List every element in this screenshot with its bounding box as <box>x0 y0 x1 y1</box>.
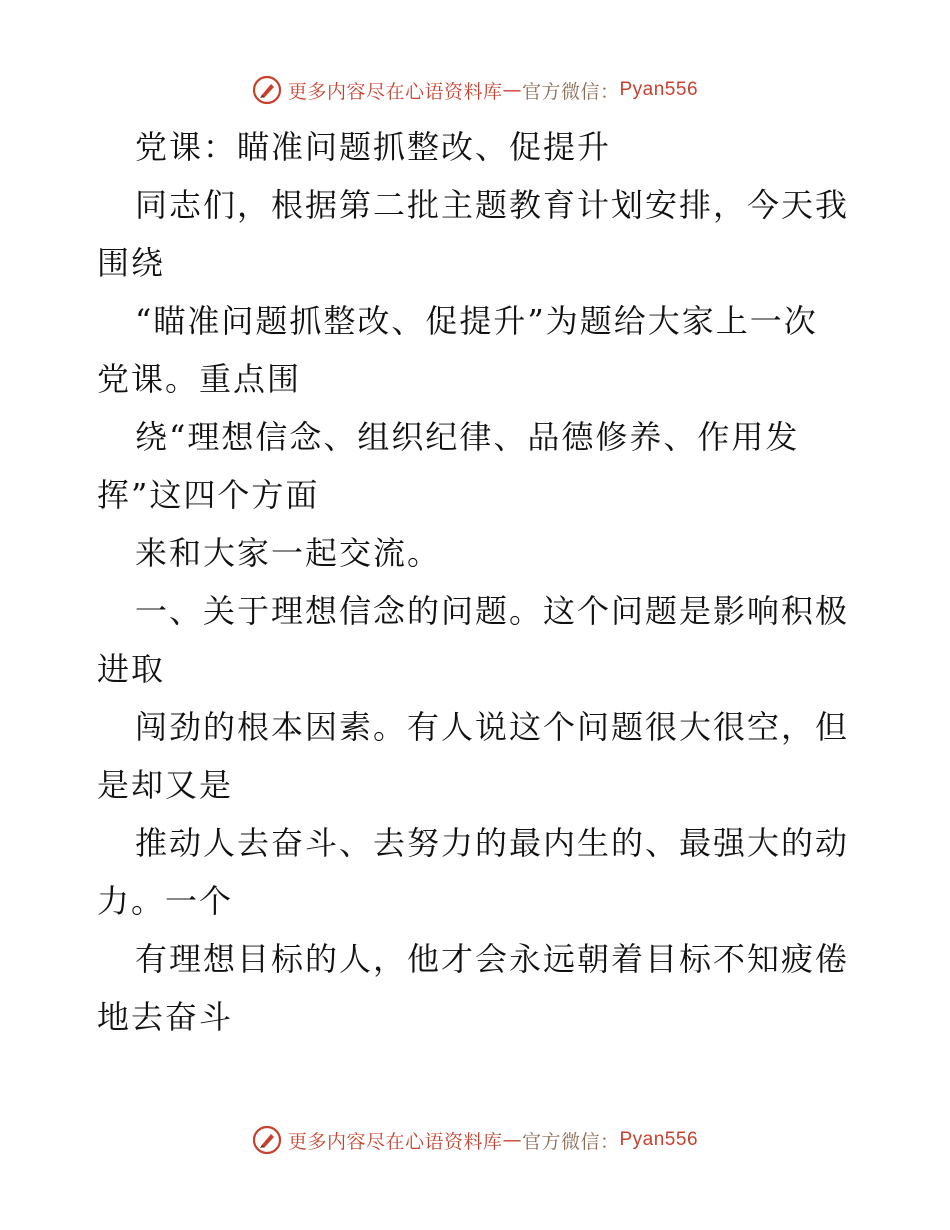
footer-watermark <box>0 1120 950 1160</box>
document-line: “瞄准问题抓整改、促提升”为题给大家上一次 <box>135 302 818 340</box>
watermark-label: 官方微信： <box>521 1130 620 1153</box>
pen-logo-icon <box>252 75 282 105</box>
document-line-title: 党课：瞄准问题抓整改、促提升 <box>135 128 612 166</box>
document-line: 绕“理想信念、组织纪律、品德修养、作用发 <box>135 418 800 456</box>
watermark-separator: — <box>502 1129 522 1151</box>
pen-logo-icon <box>252 1125 282 1155</box>
document-line: 围绕 <box>97 244 166 282</box>
document-line: 一、关于理想信念的问题。这个问题是影响积极 <box>135 592 850 630</box>
watermark-brand: 更多内容尽在心语资料库 <box>287 80 503 103</box>
document-line: 进取 <box>97 650 166 688</box>
watermark-id: Pyan556 <box>619 1129 699 1150</box>
document-line: 闯劲的根本因素。有人说这个问题很大很空，但 <box>135 708 850 746</box>
document-line: 力。一个 <box>97 882 234 920</box>
watermark-separator: — <box>502 79 522 101</box>
document-line: 来和大家一起交流。 <box>135 534 442 572</box>
document-line: 推动人去奋斗、去努力的最内生的、最强大的动 <box>135 824 850 862</box>
document-line: 党课。重点围 <box>97 360 302 398</box>
document-line: 同志们，根据第二批主题教育计划安排，今天我 <box>135 186 850 224</box>
document-line: 是却又是 <box>97 766 234 804</box>
watermark-id: Pyan556 <box>619 79 699 100</box>
document-line: 挥”这四个方面 <box>97 476 320 514</box>
document-line: 地去奋斗 <box>97 998 234 1036</box>
document-body <box>97 118 857 1046</box>
watermark-brand: 更多内容尽在心语资料库 <box>287 1130 503 1153</box>
header-watermark <box>0 70 950 110</box>
document-line: 有理想目标的人，他才会永远朝着目标不知疲倦 <box>135 940 850 978</box>
watermark-label: 官方微信： <box>521 80 620 103</box>
